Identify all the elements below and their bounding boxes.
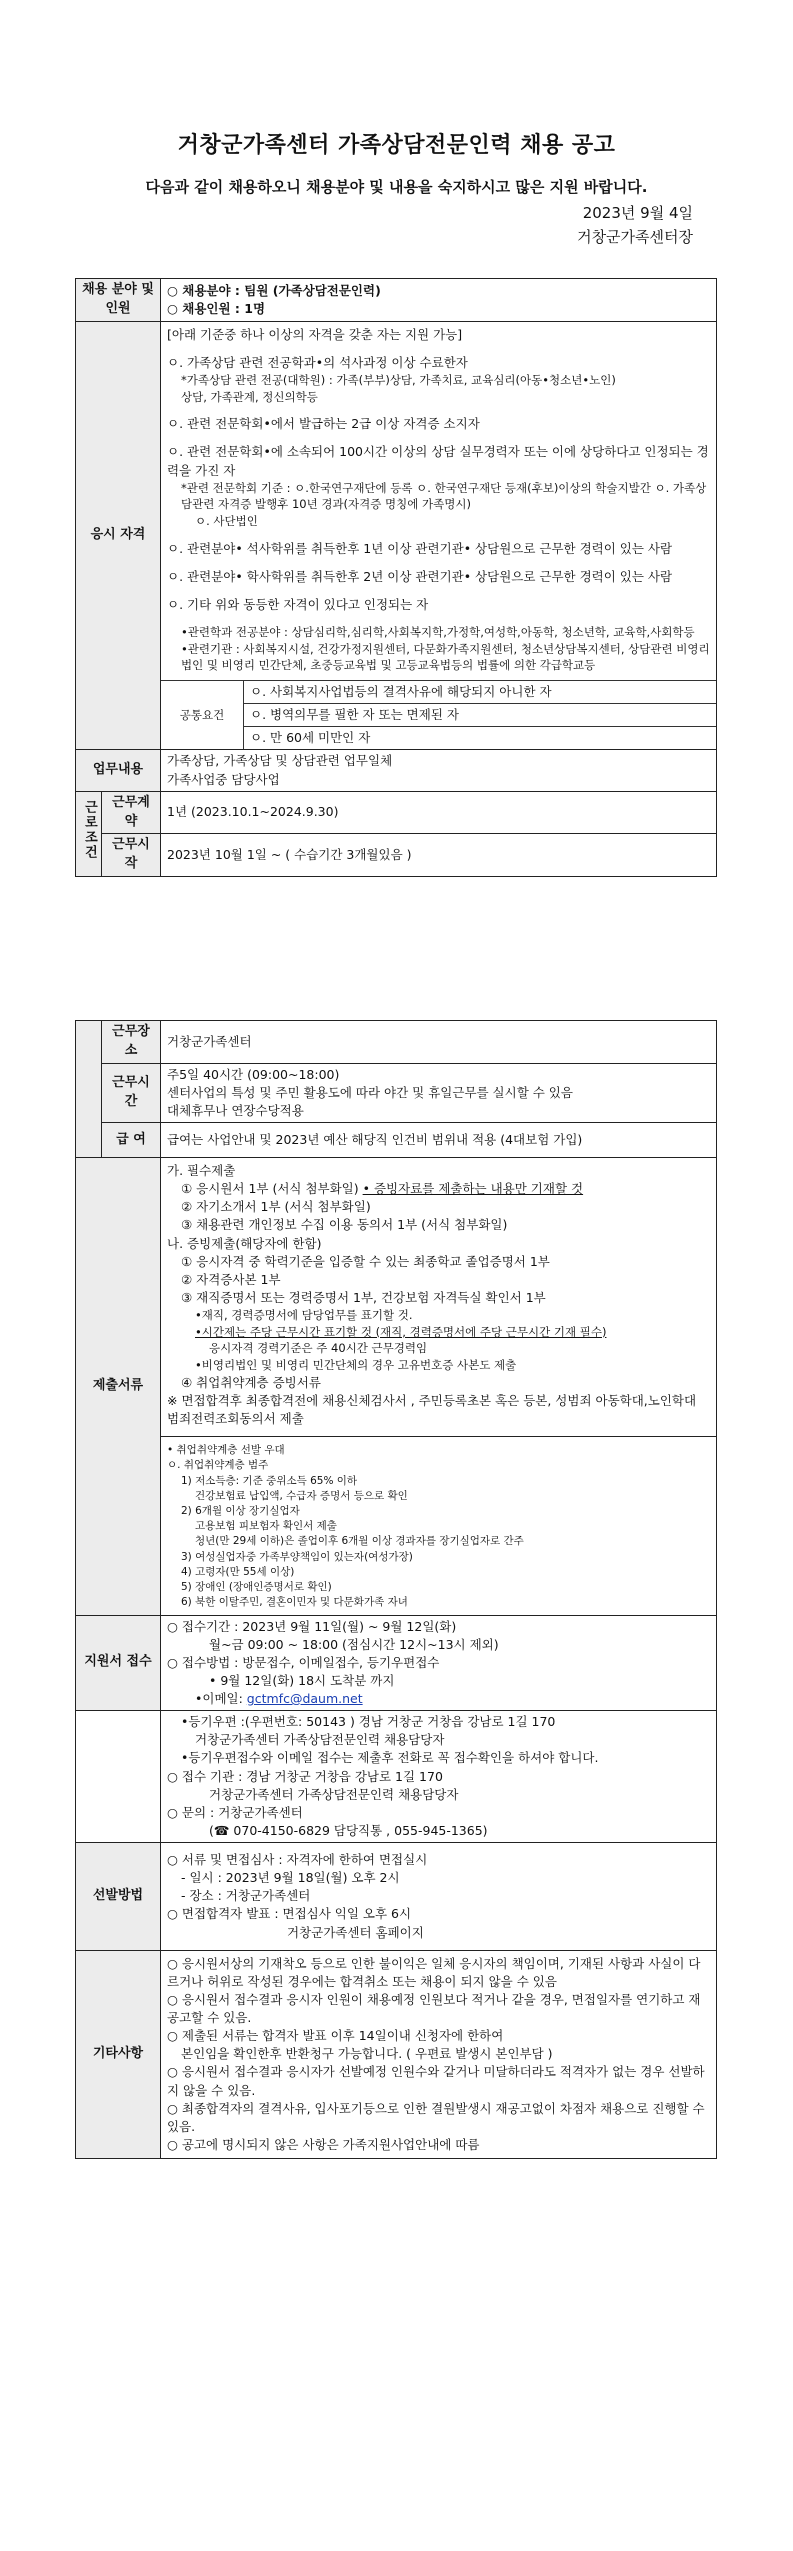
selection-line: - 장소 : 거창군가족센터 xyxy=(181,1888,311,1904)
pay-row xyxy=(76,1123,717,1158)
mail-line: •등기우편접수와 이메일 접수는 제출후 전화로 꼭 접수확인을 하셔야 합니다. xyxy=(181,1750,599,1766)
recruitment-table-2 xyxy=(75,1020,717,2159)
doc-item: ③ 재직증명서 또는 경력증명서 1부, 건강보험 자격득실 확인서 1부 xyxy=(181,1289,546,1305)
hours-line: 센터사업의 특성 및 주민 활용도에 따라 야간 및 휴일근무를 실시할 수 있음 xyxy=(167,1084,573,1100)
duty-line: 가족사업중 담당사업 xyxy=(167,771,280,787)
qualification-item: ㅇ. 관련분야• 학사학위를 취득한후 2년 이상 관련기관• 상담원으로 근무한 경력이 있는 사람 xyxy=(167,568,673,584)
common-requirement: ㅇ. 만 60세 미만인 자 xyxy=(244,727,717,750)
mail-row xyxy=(76,1711,717,1843)
etc-line: 본인임을 확인한후 반환청구 가능합니다. ( 우편료 발생시 본인부담 ) xyxy=(181,2046,553,2062)
mail-cell xyxy=(161,1711,717,1843)
doc-item: ② 자기소개서 1부 (서식 첨부화일) xyxy=(181,1199,371,1215)
selection-cell xyxy=(161,1843,717,1951)
labor-conditions-label: 근로조건 xyxy=(81,800,97,861)
mail-line: ○ 접수 기관 : 경남 거창군 거창읍 강남로 1길 170 xyxy=(167,1768,443,1784)
etc-line: ○ 응시원서상의 기재착오 등으로 인한 불이익은 일체 응시자의 책임이며, 기재된 사항과 사실이 다르거나 허위로 작성된 경우에는 합격취소 또는 채용이 되지 않을 수 있음 xyxy=(167,1955,701,1989)
qualification-subitem: *관련 전문학회 기준 : ㅇ.한국연구재단에 등록 ㅇ. 한국연구재단 등재(후보)이상의 학술지발간 ㅇ. 가족상담관련 자격증 발행후 10년 경과(자격증 명칭에 가족명시) xyxy=(181,480,707,512)
field-row xyxy=(76,279,717,322)
announcement-date: 2023년 9월 4일 xyxy=(582,204,693,222)
recruitment-table-1 xyxy=(75,278,717,877)
etc-row xyxy=(76,1950,717,2158)
place-value: 거창군가족센터 xyxy=(161,1021,717,1064)
pay-value: 급여는 사업안내 및 2023년 예산 해당직 인건비 범위내 적용 (4대보험 가입) xyxy=(161,1123,717,1158)
vulnerable-group-section xyxy=(161,1436,716,1610)
mail-line: •등기우편 :(우편번호: 50143 ) 경남 거창군 거창읍 강남로 1길 170 xyxy=(181,1714,556,1730)
documents-header: 제출서류 xyxy=(76,1158,161,1615)
field-line: ○ 채용분야 : 팀원 (가족상담전문인력) xyxy=(167,282,381,298)
place-row xyxy=(76,1021,717,1064)
qualification-header: 응시 자격 xyxy=(76,321,161,750)
field-cell xyxy=(161,279,717,322)
issuing-organization: 거창군가족센터장 xyxy=(577,228,693,246)
start-row xyxy=(76,834,717,877)
qualification-item: ㅇ. 관련분야• 석사학위를 취득한후 1년 이상 관련기관• 상담원으로 근무한 경력이 있는 사람 xyxy=(167,540,673,556)
doc-item: ① 응시자격 중 학력기준을 입증할 수 있는 최종학교 졸업증명서 1부 xyxy=(181,1253,550,1269)
vulnerable-item: 1) 저소득층: 기준 중위소득 65% 이하 xyxy=(181,1474,358,1487)
contract-header: 근무계약 xyxy=(101,791,160,834)
duty-header: 업무내용 xyxy=(76,750,161,791)
etc-line: ○ 공고에 명시되지 않은 사항은 가족지원사업안내에 따름 xyxy=(167,2136,480,2152)
mail-line: 거창군가족센터 가족상담전문인력 채용담당자 xyxy=(209,1786,459,1802)
qualification-subitem: *가족상담 관련 전공(대학원) : 가족(부부)상담, 가족치료, 교육심리(아동•청소년•노인) xyxy=(181,372,616,387)
selection-header: 선발방법 xyxy=(76,1843,161,1951)
hours-row xyxy=(76,1063,717,1122)
etc-line: ○ 최종합격자의 결격사유, 입사포기등으로 인한 결원발생시 재공고없이 차점자 채용으로 진행할 수 있음. xyxy=(167,2100,705,2134)
etc-cell xyxy=(161,1950,717,2158)
etc-line: ○ 제출된 서류는 합격자 발표 이후 14일이내 신청자에 한하여 xyxy=(167,2028,504,2044)
common-requirement: ㅇ. 사회복지사업법등의 결격사유에 해당되지 아니한 자 xyxy=(244,681,717,704)
field-line: ○ 채용인원 : 1명 xyxy=(167,300,266,316)
selection-line: ○ 면접합격자 발표 : 면접심사 익일 오후 6시 xyxy=(167,1906,412,1922)
apply-email-line: •이메일: gctmfc@daum.net xyxy=(195,1691,363,1707)
common-requirements-label: 공통요건 xyxy=(161,681,244,750)
definition-note: •관련기관 : 사회복지시설, 건강가정지원센터, 다문화가족지원센터, 청소년상담복지센터, 상담관련 비영리법인 및 비영리 민간단체, 초중등교육법 및 고등교육법등의 법률에 의한 각급학교등 xyxy=(181,641,710,673)
doc-item: ④ 취업취약계층 증빙서류 xyxy=(181,1374,321,1390)
qualification-item: ㅇ. 관련 전문학회•에서 발급하는 2급 이상 자격증 소지자 xyxy=(167,416,480,432)
qualification-subitem: 상담, 가족관계, 정신의학등 xyxy=(181,389,318,404)
apply-header: 지원서 접수 xyxy=(76,1615,161,1711)
qualification-cell xyxy=(161,321,717,750)
vulnerable-note: 고용보험 피보험자 확인서 제출 xyxy=(195,1520,337,1533)
start-header: 근무시작 xyxy=(101,834,160,877)
doc-item: ② 자격증사본 1부 xyxy=(181,1271,281,1287)
mail-line: ○ 문의 : 거창군가족센터 xyxy=(167,1804,303,1820)
duty-row xyxy=(76,750,717,791)
pay-header: 급 여 xyxy=(101,1123,160,1158)
hours-header: 근무시간 xyxy=(101,1063,160,1122)
vulnerable-note: 청년(만 29세 이하)은 졸업이후 6개월 이상 경과자를 장기실업자로 간주 xyxy=(195,1535,524,1548)
apply-line: • 9월 12일(화) 18시 도착분 까지 xyxy=(209,1672,395,1688)
common-requirement: ㅇ. 병역의무를 필한 자 또는 면제된 자 xyxy=(244,704,717,727)
qualification-intro: [아래 기준중 하나 이상의 자격을 갖춘 자는 지원 가능] xyxy=(167,326,463,342)
duty-line: 가족상담, 가족상담 및 상담관련 업무일체 xyxy=(167,753,393,769)
evidence-docs-title: 나. 증빙제출(해당자에 한함) xyxy=(167,1235,322,1251)
page-title: 거창군가족센터 가족상담전문인력 채용 공고 xyxy=(177,133,616,158)
qualification-row xyxy=(76,321,717,750)
page-subtitle: 다음과 같이 채용하오니 채용분야 및 내용을 숙지하시고 많은 지원 바랍니다. xyxy=(145,178,648,196)
contract-value: 1년 (2023.10.1~2024.9.30) xyxy=(161,791,717,834)
apply-line: 월~금 09:00 ~ 18:00 (점심시간 12시~13시 제외) xyxy=(209,1636,499,1652)
etc-line: ○ 응시원서 접수결과 응시자가 선발예정 인원수와 같거나 미달하더라도 적격자가 없는 경우 선발하지 않을 수 있음. xyxy=(167,2064,705,2098)
required-docs-title: 가. 필수제출 xyxy=(167,1163,236,1179)
doc-subnote: 응시자격 경력기준은 주 40시간 근무경력임 xyxy=(209,1341,428,1356)
vulnerable-item: 6) 북한 이탈주민, 결혼이민자 및 다문화가족 자녀 xyxy=(181,1596,408,1609)
definition-note: •관련학과 전공분야 : 상담심리학,심리학,사회복지학,가정학,여성학,아동학, 청소년학, 교육학,사회학등 xyxy=(181,625,695,640)
apply-line: ○ 접수방법 : 방문접수, 이메일접수, 등기우편접수 xyxy=(167,1654,440,1670)
etc-header: 기타사항 xyxy=(76,1950,161,2158)
qualification-item: ㅇ. 기타 위와 동등한 자격이 있다고 인정되는 자 xyxy=(167,596,429,612)
etc-line: ○ 응시원서 접수결과 응시자 인원이 채용예정 인원보다 적거나 같을 경우, 면접일자를 연기하고 재공고할 수 있음. xyxy=(167,1991,701,2026)
vulnerable-item: 3) 여성실업자중 가족부양책임이 있는자(여성가장) xyxy=(181,1550,413,1563)
selection-row xyxy=(76,1843,717,1951)
vulnerable-title: • 취업취약계층 선발 우대 xyxy=(167,1444,285,1457)
common-requirements-table xyxy=(161,680,716,749)
apply-cell xyxy=(161,1615,717,1711)
vulnerable-subtitle: ㅇ. 취업취약계층 범주 xyxy=(167,1459,269,1472)
doc-item: ③ 채용관련 개인정보 수집 이용 동의서 1부 (서식 첨부화일) xyxy=(181,1217,508,1233)
qualification-item: ㅇ. 가족상담 관련 전공학과•의 석사과정 이상 수료한자 xyxy=(167,354,468,370)
hours-line: 주5일 40시간 (09:00~18:00) xyxy=(167,1066,340,1082)
email-link[interactable]: gctmfc@daum.net xyxy=(246,1691,363,1707)
selection-line: 거창군가족센터 홈페이지 xyxy=(287,1924,424,1940)
doc-item: ① 응시원서 1부 (서식 첨부화일) • 증빙자료를 제출하는 내용만 기재할 것 xyxy=(181,1181,584,1197)
hours-cell xyxy=(161,1063,717,1122)
vulnerable-item: 4) 고령자(만 55세 이상) xyxy=(181,1565,295,1578)
contact-phone: (☎ 070-4150-6829 담당직통 , 055-945-1365) xyxy=(209,1822,488,1838)
vulnerable-item: 2) 6개월 이상 장기실업자 xyxy=(181,1505,300,1517)
apply-row xyxy=(76,1615,717,1711)
contract-row xyxy=(76,791,717,834)
start-value: 2023년 10월 1일 ~ ( 수습기간 3개월있음 ) xyxy=(161,834,717,877)
selection-line: ○ 서류 및 면접심사 : 자격자에 한하여 면접실시 xyxy=(167,1852,428,1868)
place-header: 근무장소 xyxy=(101,1021,160,1064)
duty-cell xyxy=(161,750,717,791)
documents-row xyxy=(76,1158,717,1615)
vulnerable-note: 건강보험료 납입액, 수급자 증명서 등으로 확인 xyxy=(195,1489,408,1502)
hours-line: 대체휴무나 연장수당적용 xyxy=(167,1102,304,1118)
doc-subnote: •비영리법인 및 비영리 민간단체의 경우 고유번호증 사본도 제출 xyxy=(195,1358,517,1373)
doc-subnote: •시간제는 주당 근무시간 표기할 것 (재직, 경력증명서에 주당 근무시간 기재 필수) xyxy=(195,1324,607,1339)
mail-line: 거창군가족센터 가족상담전문인력 채용담당자 xyxy=(195,1732,445,1748)
selection-line: - 일시 : 2023년 9월 18일(월) 오후 2시 xyxy=(181,1870,400,1886)
documents-cell xyxy=(161,1158,717,1615)
doc-subnote: •재직, 경력증명서에 담당업무를 표기할 것. xyxy=(195,1308,413,1323)
apply-line: ○ 접수기간 : 2023년 9월 11일(월) ~ 9월 12일(화) xyxy=(167,1618,457,1634)
vulnerable-item: 5) 장애인 (장애인증명서로 확인) xyxy=(181,1581,332,1594)
qualification-subitem: ㅇ. 사단법인 xyxy=(195,514,258,528)
qualification-item: ㅇ. 관련 전문학회•에 소속되어 100시간 이상의 상담 실무경력자 또는 이에 상당하다고 인정되는 경력을 가진 자 xyxy=(167,444,709,478)
field-header: 채용 분야 및 인원 xyxy=(76,279,161,322)
submission-note: ※ 면접합격후 최종합격전에 채용신체검사서 , 주민등록초본 혹은 등본, 성범죄 아동학대,노인학대 범죄전력조회동의서 제출 xyxy=(167,1392,697,1426)
